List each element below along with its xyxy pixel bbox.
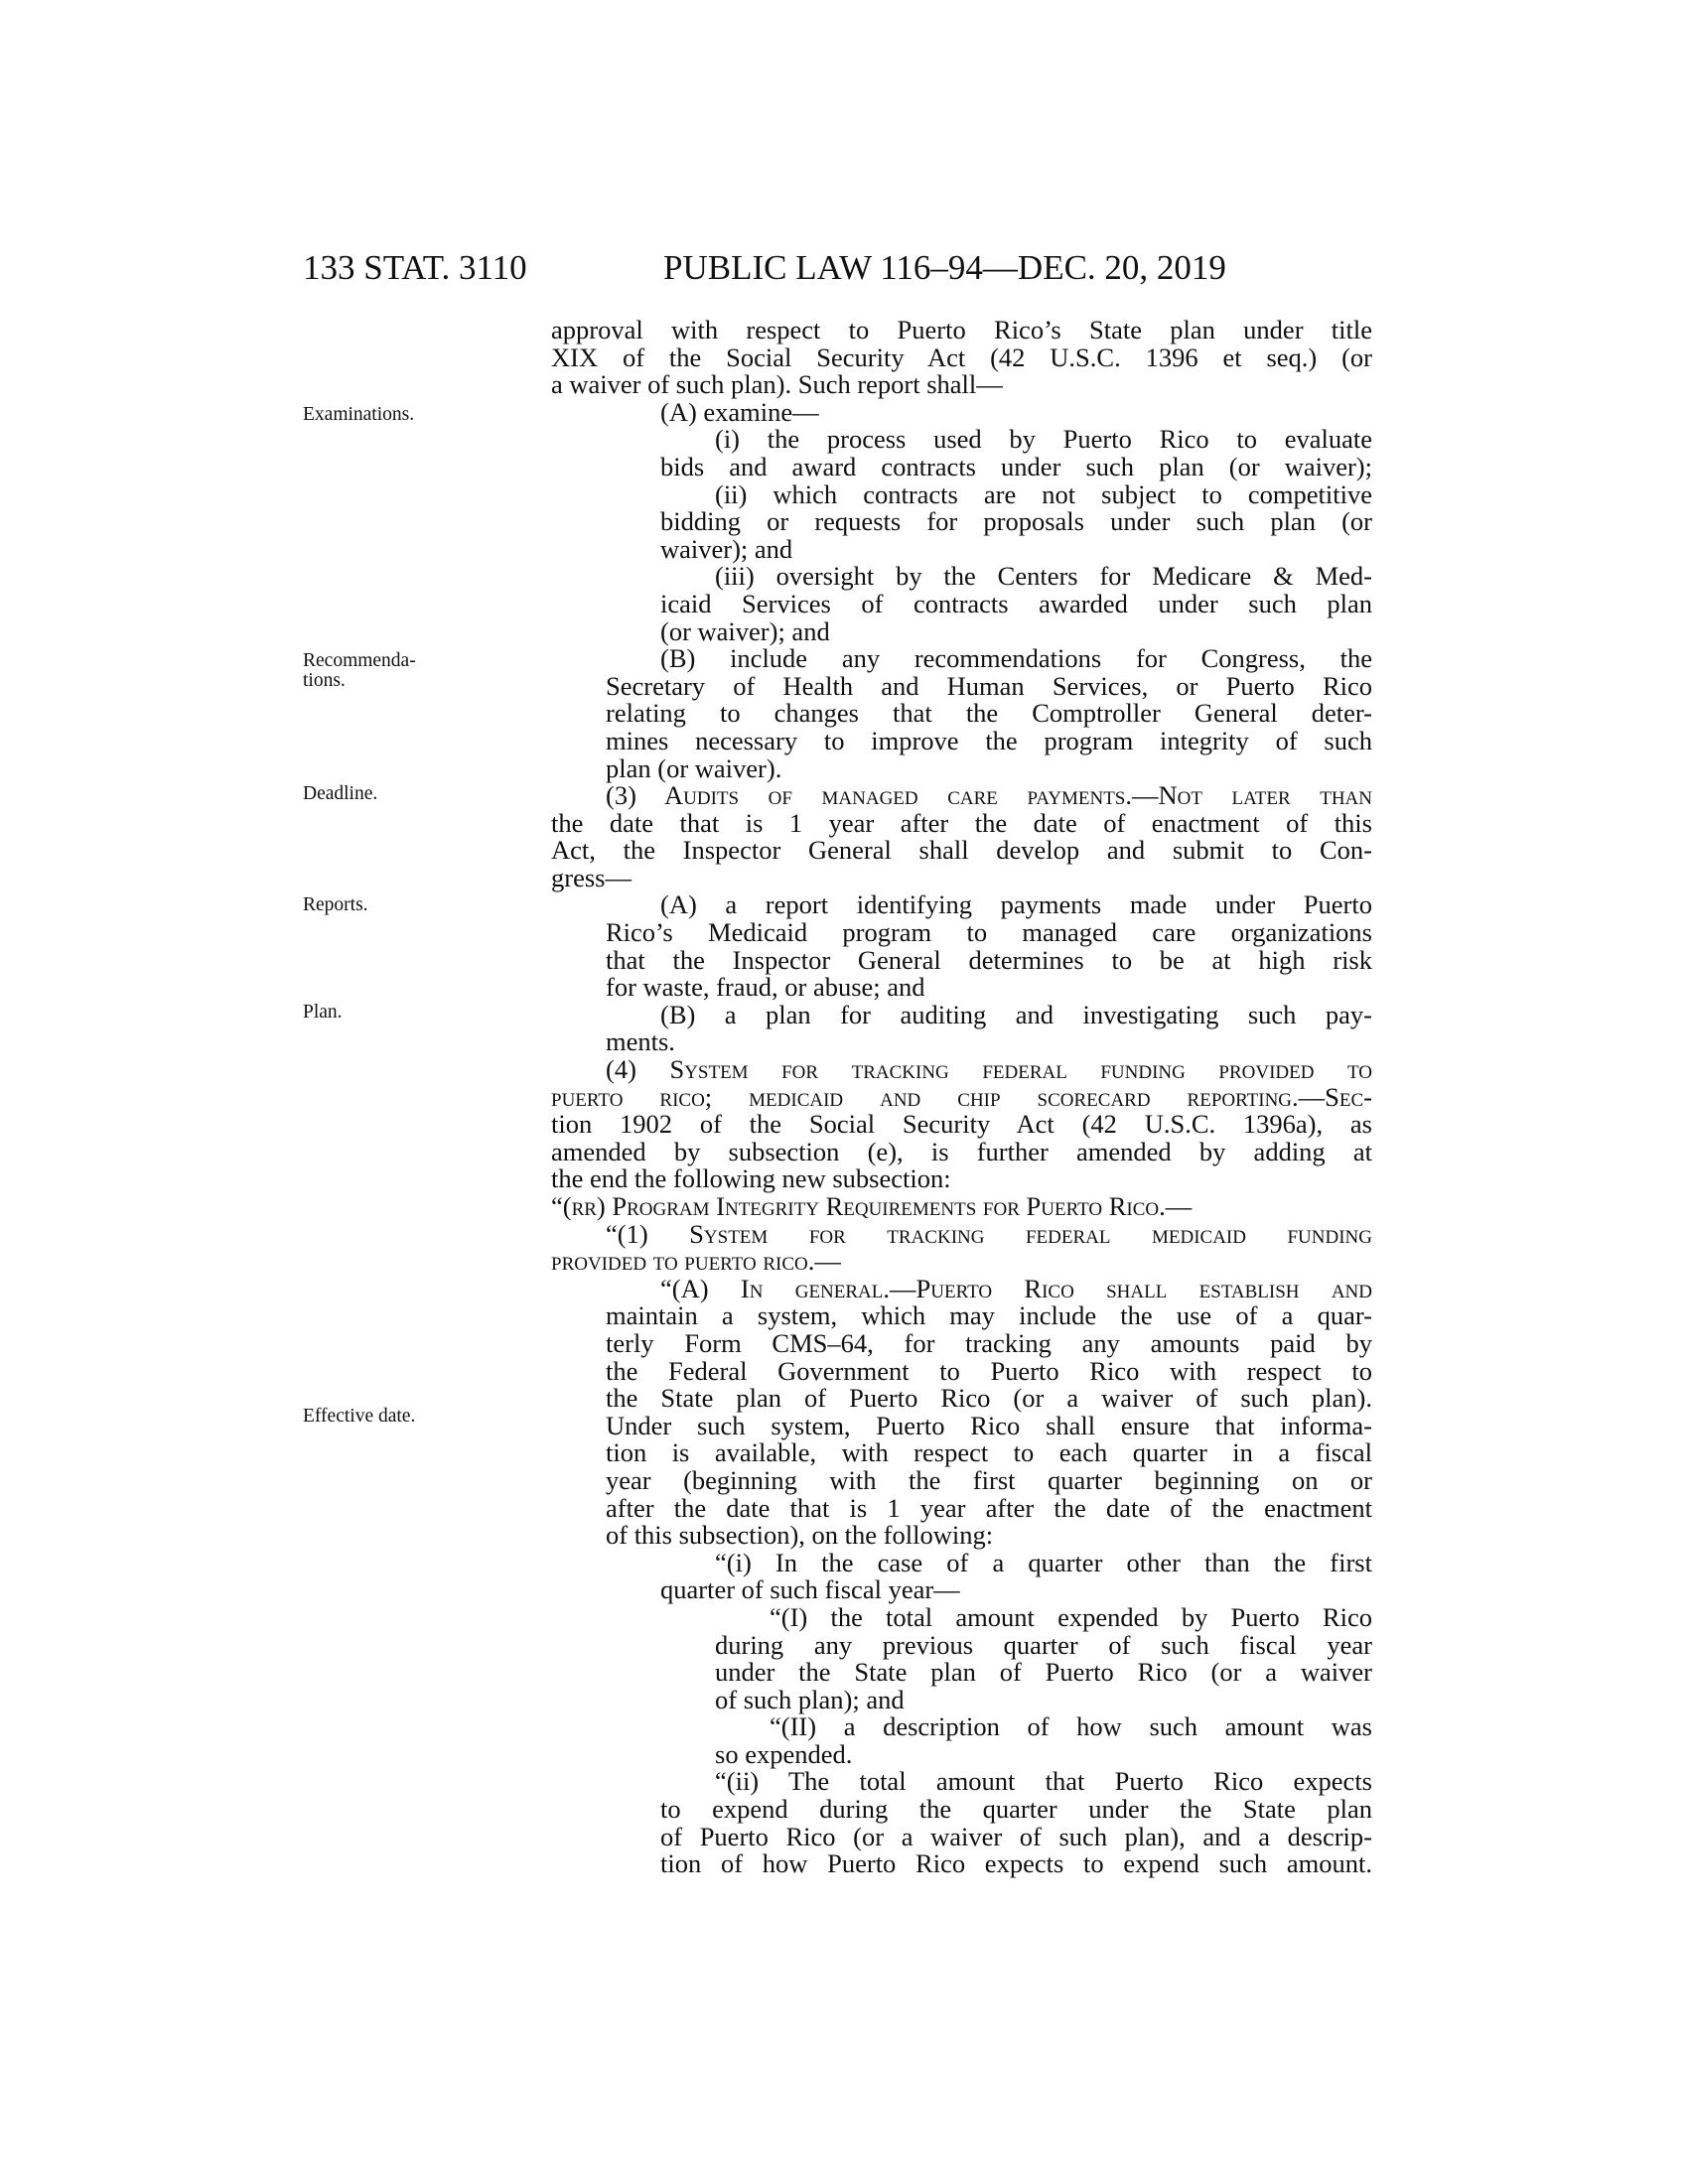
text-line: (iii) oversight by the Centers for Medicare & Med- bbox=[715, 561, 1372, 592]
text-line: a waiver of such plan). Such report shall— bbox=[551, 369, 1003, 400]
text-line: of this subsection), on the following: bbox=[606, 1520, 994, 1551]
text-line: year (beginning with the first quarter beginning on or bbox=[606, 1464, 1372, 1495]
text-line: tion 1902 of the Social Security Act (42 U.S.C. 1396a), as bbox=[551, 1109, 1372, 1140]
margin-note-examinations: Examinations. bbox=[303, 404, 415, 425]
text-line: of Puerto Rico (or a waiver of such plan), and a descrip- bbox=[660, 1821, 1372, 1851]
margin-note-reports: Reports. bbox=[303, 894, 368, 915]
text-line: plan (or waiver). bbox=[606, 752, 782, 783]
text-line: waiver); and bbox=[660, 533, 793, 564]
text-line: “(I) the total amount expended by Puerto Rico bbox=[770, 1601, 1372, 1632]
text-line: approval with respect to Puerto Rico’s State plan under title bbox=[551, 315, 1372, 344]
text-line: Secretary of Health and Human Services, or Puerto Rico bbox=[606, 670, 1372, 701]
text-line: relating to changes that the Comptroller General deter- bbox=[606, 698, 1372, 729]
text-line: the end the following new subsection: bbox=[551, 1163, 951, 1194]
text-line: under the State plan of Puerto Rico (or a waiver bbox=[715, 1657, 1372, 1688]
text-line: “(i) In the case of a quarter other than the first bbox=[715, 1547, 1372, 1577]
text-line: during any previous quarter of such fiscal year bbox=[715, 1629, 1372, 1660]
margin-note-effective-date: Effective date. bbox=[303, 1406, 416, 1427]
margin-note-recommendations: Recommenda- tions. bbox=[303, 650, 416, 691]
text-line: mines necessary to improve the program integrity of such bbox=[606, 725, 1372, 755]
text-line: (B) include any recommendations for Congress, the bbox=[660, 643, 1372, 674]
text-line: of such plan); and bbox=[715, 1684, 905, 1714]
text-line: “(ii) The total amount that Puerto Rico expects bbox=[715, 1766, 1372, 1797]
text-line: tion of how Puerto Rico expects to expend such amount. bbox=[660, 1848, 1372, 1879]
running-header: PUBLIC LAW 116–94—DEC. 20, 2019 bbox=[663, 248, 1226, 287]
text-line: tion is available, with respect to each quarter in a fiscal bbox=[606, 1437, 1372, 1468]
text-line: provided to puerto rico.— bbox=[551, 1246, 841, 1277]
text-line: “(rr) Program Integrity Requirements for Puerto Rico.— bbox=[551, 1191, 1193, 1221]
text-line: (3) Audits of managed care payments.—Not later than bbox=[606, 780, 1372, 811]
text-line: bids and award contracts under such plan (or waiver); bbox=[660, 451, 1372, 481]
text-line: to expend during the quarter under the State plan bbox=[660, 1794, 1372, 1825]
text-line: (or waiver); and bbox=[660, 615, 830, 646]
text-line: terly Form CMS–64, for tracking any amounts paid by bbox=[606, 1327, 1372, 1358]
text-line: “(1) System for tracking federal medicaid funding bbox=[606, 1218, 1372, 1249]
text-line: “(II) a description of how such amount was bbox=[770, 1711, 1372, 1742]
text-line: so expended. bbox=[715, 1738, 853, 1769]
text-line: icaid Services of contracts awarded under such plan bbox=[660, 588, 1372, 618]
text-line: (A) examine— bbox=[660, 396, 819, 427]
text-line: the Federal Government to Puerto Rico with respect to bbox=[606, 1355, 1372, 1386]
text-line: (A) a report identifying payments made under Puerto bbox=[660, 889, 1372, 920]
text-line: (B) a plan for auditing and investigating such pay- bbox=[660, 999, 1372, 1029]
text-line: gress— bbox=[551, 862, 632, 892]
text-line: Act, the Inspector General shall develop and submit to Con- bbox=[551, 835, 1372, 866]
text-line: amended by subsection (e), is further amended by adding at bbox=[551, 1136, 1372, 1166]
text-line: Under such system, Puerto Rico shall ensure that informa- bbox=[606, 1410, 1372, 1440]
text-line: (i) the process used by Puerto Rico to evaluate bbox=[715, 424, 1372, 455]
page-citation: 133 STAT. 3110 bbox=[303, 248, 527, 287]
statute-text bbox=[551, 317, 1372, 1878]
text-line: bidding or requests for proposals under such plan (or bbox=[660, 506, 1372, 537]
text-line: “(A) In general.—Puerto Rico shall establish and bbox=[660, 1273, 1372, 1303]
text-line: the date that is 1 year after the date of enactment of this bbox=[551, 807, 1372, 838]
text-line: that the Inspector General determines to be at high risk bbox=[606, 944, 1372, 975]
text-line: maintain a system, which may include the use of a quar- bbox=[606, 1300, 1372, 1331]
text-line: after the date that is 1 year after the date of the enactment bbox=[606, 1492, 1372, 1523]
text-line: (ii) which contracts are not subject to competitive bbox=[715, 478, 1372, 509]
text-line: (4) System for tracking federal funding provided to bbox=[606, 1054, 1372, 1085]
text-line: puerto rico; medicaid and chip scorecard reporting.—Sec- bbox=[551, 1081, 1372, 1112]
text-line: XIX of the Social Security Act (42 U.S.C. 1396 et seq.) (or bbox=[551, 341, 1372, 372]
text-line: ments. bbox=[606, 1026, 675, 1057]
text-line: Rico’s Medicaid program to managed care organizations bbox=[606, 917, 1372, 948]
margin-note-plan: Plan. bbox=[303, 1002, 343, 1023]
margin-note-deadline: Deadline. bbox=[303, 783, 378, 804]
text-line: the State plan of Puerto Rico (or a waiver of such plan). bbox=[606, 1383, 1372, 1414]
text-line: for waste, fraud, or abuse; and bbox=[606, 972, 925, 1003]
text-line: quarter of such fiscal year— bbox=[660, 1574, 960, 1605]
